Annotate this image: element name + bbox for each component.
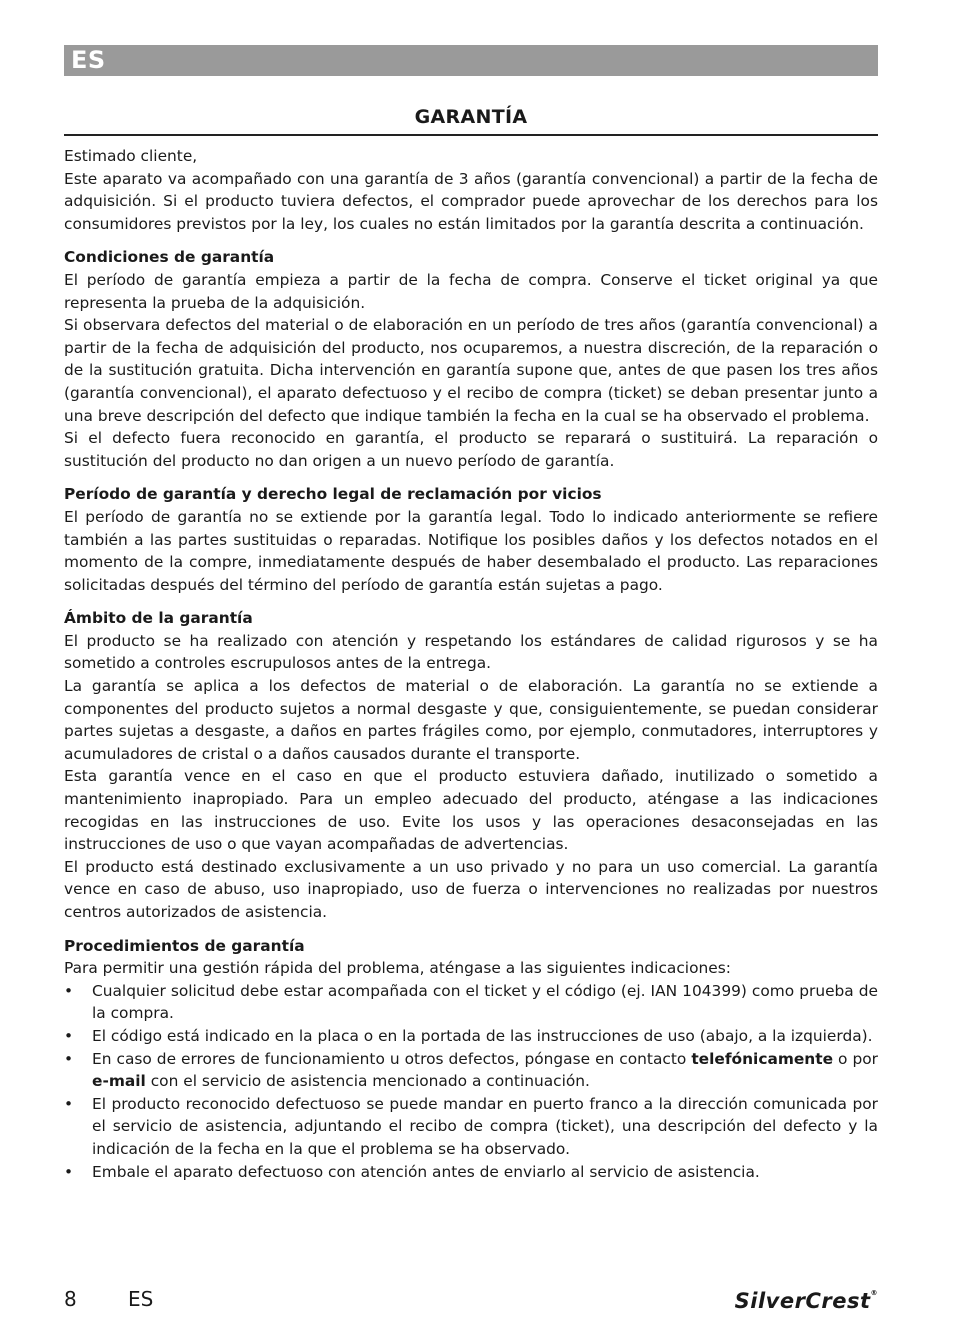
- procedure-list: [64, 980, 878, 1183]
- paragraph: El período de garantía no se extiende por la garantía legal. Todo lo indicado anteriormente se refiere también a las partes sustituidas o reparadas. Notifique los posibles daños y los defectos notados en el momento de la compre, inmediatamente después de haber desembalado el producto. Las reparaciones solicitadas después del término del período de garantía están sujetas a pago.: [64, 507, 878, 594]
- list-item: [64, 1161, 878, 1184]
- page-title: GARANTÍA: [414, 106, 528, 128]
- brand-logo: [735, 1289, 878, 1313]
- brand-name: SilverCrest: [734, 1289, 871, 1313]
- section-legal-period: [64, 483, 878, 596]
- title-divider: [64, 134, 878, 136]
- page-number: 8: [64, 1287, 77, 1311]
- intro-paragraph: Este aparato va acompañado con una garantía de 3 años (garantía convencional) a partir de la fecha de adquisición. Si el producto tuviera defectos, el comprador puede aprovechar de los derechos para los consumidores previstos por la ley, los cuales no están limitados por la garantía descrita a continuación.: [64, 169, 878, 233]
- section-conditions: [64, 246, 878, 472]
- bullet-icon: •: [64, 1094, 74, 1113]
- paragraph: La garantía se aplica a los defectos de material o de elaboración. La garantía no se extiende a componentes del producto sujetos a normal desgaste y que, consiguientemente, se puedan considerar partes sujetas a desgaste, a daños en partes frágiles como, por ejemplo, conmutadores, interruptores y acumuladores de cristal o a daños causados durante el transporte.: [64, 677, 878, 763]
- footer-language: ES: [128, 1287, 154, 1311]
- section-heading: Condiciones de garantía: [64, 248, 275, 267]
- language-tab: [64, 45, 878, 76]
- contact-text-before: En caso de errores de funcionamiento u otros defectos, póngase en contacto: [92, 1049, 692, 1068]
- contact-text-after: con el servicio de asistencia mencionado a continuación.: [145, 1072, 590, 1091]
- bullet-icon: •: [64, 1162, 74, 1181]
- section-heading: Ámbito de la garantía: [64, 609, 253, 628]
- list-item-text: Embale el aparato defectuoso con atención antes de enviarlo al servicio de asistencia.: [92, 1162, 760, 1181]
- language-tag: ES: [71, 46, 106, 74]
- list-item-text: El producto reconocido defectuoso se puede mandar en puerto franco a la dirección comunicada por el servicio de asistencia, adjuntando el recibo de compra (ticket), una descripción del defecto y la indicación de la fecha en la que el problema se ha observado.: [92, 1094, 878, 1158]
- email-emphasis: e-mail: [92, 1072, 146, 1091]
- list-item-text: Cualquier solicitud debe estar acompañada con el ticket y el código (ej. IAN 104399) como prueba de la compra.: [92, 981, 878, 1023]
- section-scope: [64, 607, 878, 923]
- bullet-icon: •: [64, 1026, 74, 1045]
- contact-text-middle: o por: [833, 1049, 878, 1068]
- list-item: [64, 1025, 878, 1048]
- phone-emphasis: telefónicamente: [691, 1049, 834, 1068]
- paragraph: Si observara defectos del material o de elaboración en un período de tres años (garantía convencional) a partir de la fecha de adquisición del producto, nos ocuparemos, a nuestra discreción, de la reparación o de la sustitución gratuita. Dicha intervención en garantía supone que, antes de que pasen los tres años (garantía convencional), el aparato defectuoso y el recibo de compra (ticket) se deban presentar junto a una breve descripción del defecto que indique también la fecha en la cual se ha observado el problema.: [64, 316, 878, 425]
- bullet-icon: •: [64, 1049, 74, 1068]
- paragraph: Para permitir una gestión rápida del problema, aténgase a las siguientes indicaciones:: [64, 959, 731, 978]
- bullet-icon: •: [64, 981, 74, 1000]
- paragraph: Si el defecto fuera reconocido en garantía, el producto se reparará o sustituirá. La reparación o sustitución del producto no dan origen a un nuevo período de garantía.: [64, 429, 878, 470]
- list-item: [64, 1093, 878, 1161]
- paragraph: Esta garantía vence en el caso en que el producto estuviera dañado, inutilizado o sometido a mantenimiento inapropiado. Para un empleo adecuado del producto, aténgase a las indicaciones recogidas en las instrucciones de uso. Evite los usos y las operaciones desaconsejadas en las instrucciones de uso o que vayan acompañadas de advertencias.: [64, 767, 878, 854]
- warranty-content: [64, 145, 878, 1183]
- greeting: Estimado cliente,: [64, 147, 198, 165]
- paragraph: El producto está destinado exclusivamente a un uso privado y no para un uso comercial. La garantía vence en caso de abuso, uso inapropiado, uso de fuerza o intervenciones no realizadas por nuestros centros autorizados de asistencia.: [64, 857, 878, 921]
- list-item: [64, 1048, 878, 1093]
- section-heading: Período de garantía y derecho legal de reclamación por vicios: [64, 485, 602, 504]
- section-procedures: [64, 935, 878, 1184]
- paragraph: El producto se ha realizado con atención y respetando los estándares de calidad rigurosos y se ha sometido a controles escrupulosos antes de la entrega.: [64, 631, 878, 673]
- section-heading: Procedimientos de garantía: [64, 936, 305, 955]
- registered-mark: ®: [870, 1289, 878, 1297]
- list-item-text: El código está indicado en la placa o en la portada de las instrucciones de uso (abajo, a la izquierda).: [92, 1026, 873, 1045]
- list-item: [64, 980, 878, 1025]
- paragraph: El período de garantía empieza a partir de la fecha de compra. Conserve el ticket original ya que representa la prueba de la adquisición.: [64, 270, 878, 312]
